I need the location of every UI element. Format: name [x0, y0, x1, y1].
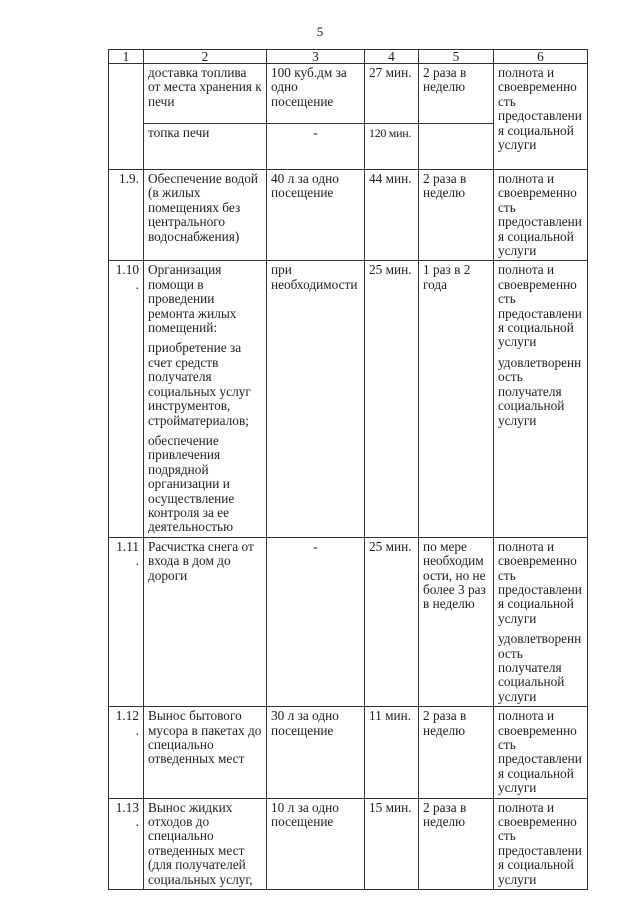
header-cell-5: 5 [419, 50, 494, 64]
services-table [108, 49, 588, 890]
volume-cell: - [267, 124, 365, 170]
quality-cell [494, 707, 588, 798]
time-cell: 120 мин. [365, 124, 419, 170]
service-name [144, 707, 267, 798]
row-number: 1.10. [109, 261, 144, 537]
frequency-cell: 2 раза в неделю [419, 64, 494, 124]
service-name-part: Обеспечение водой (в жилых помещениях без центрального водоснабжения) [148, 171, 259, 244]
service-name [144, 261, 267, 537]
frequency-cell: 1 раз в 2 года [419, 261, 494, 537]
header-row [109, 50, 588, 64]
quality-part: полнота и своевременность предоставления социальной услуги [498, 538, 582, 626]
table-row [109, 798, 588, 889]
quality-part: полнота и своевременность предоставления социальной услуги [498, 799, 582, 887]
table-row [109, 64, 588, 124]
table-row [109, 537, 588, 706]
time-cell: 44 мин. [365, 170, 419, 261]
table-row [109, 261, 588, 537]
time-cell: 11 мин. [365, 707, 419, 798]
quality-part: удовлетворенность получателя социальной услуги [498, 631, 582, 704]
row-number [109, 64, 144, 170]
time-cell: 15 мин. [365, 798, 419, 889]
quality-part: полнота и своевременность предоставления социальной услуги [498, 171, 582, 259]
row-number: 1.13. [109, 798, 144, 889]
service-name-part: топка печи [148, 125, 210, 140]
service-name [144, 64, 267, 124]
header-cell-1: 1 [109, 50, 144, 64]
quality-cell [494, 537, 588, 706]
row-number: 1.11. [109, 537, 144, 706]
header-cell-6: 6 [494, 50, 588, 64]
service-name-part: приобретение за счет средств получателя социальных услуг инструментов, стройматериалов; [148, 340, 251, 428]
quality-part: полнота и своевременность предоставления социальной услуги [498, 65, 582, 153]
table-row [109, 707, 588, 798]
quality-part: полнота и своевременность предоставления социальной услуги [498, 262, 582, 350]
volume-cell: 40 л за одно посещение [267, 170, 365, 261]
row-number: 1.9. [109, 170, 144, 261]
service-name-part: Организация помощи в проведении ремонта жилых помещений: [148, 262, 237, 336]
time-cell: 27 мин. [365, 64, 419, 124]
service-name [144, 124, 267, 170]
time-cell: 25 мин. [365, 537, 419, 706]
frequency-cell [419, 124, 494, 170]
quality-cell [494, 261, 588, 537]
service-name-part: Вынос жидких отходов до специально отведенных мест (для получателей социальных услуг, [148, 799, 253, 887]
header-cell-3: 3 [267, 50, 365, 64]
frequency-cell: 2 раза в неделю [419, 707, 494, 798]
volume-cell: - [267, 537, 365, 706]
volume-cell: 100 куб.дм за одно посещение [267, 64, 365, 124]
service-name-part: доставка топлива от места хранения к печи [148, 65, 262, 109]
service-name-part: Вынос бытового мусора в пакетах до специально отведенных мест [148, 708, 262, 767]
volume-cell: при необходимости [267, 261, 365, 537]
quality-part: удовлетворенность получателя социальной услуги [498, 354, 582, 428]
header-cell-4: 4 [365, 50, 419, 64]
frequency-cell: 2 раза в неделю [419, 798, 494, 889]
service-name [144, 170, 267, 261]
volume-cell: 10 л за одно посещение [267, 798, 365, 889]
frequency-cell: 2 раза в неделю [419, 170, 494, 261]
row-number: 1.12. [109, 707, 144, 798]
volume-cell: 30 л за одно посещение [267, 707, 365, 798]
page-number: 5 [316, 24, 324, 39]
frequency-cell: по мере необходимости, но не более 3 раз в неделю [419, 537, 494, 706]
time-cell: 25 мин. [365, 261, 419, 537]
service-name [144, 798, 267, 889]
service-name [144, 537, 267, 706]
quality-cell [494, 170, 588, 261]
table-row [109, 170, 588, 261]
quality-part: полнота и своевременность предоставления социальной услуги [498, 708, 582, 796]
quality-cell [494, 798, 588, 889]
quality-cell [494, 64, 588, 170]
service-name-part: обеспечение привлечения подрядной организации и осуществление контроля за ее деятельностью [148, 432, 235, 535]
service-name-part: Расчистка снега от входа в дом до дороги [148, 538, 254, 583]
header-cell-2: 2 [144, 50, 267, 64]
